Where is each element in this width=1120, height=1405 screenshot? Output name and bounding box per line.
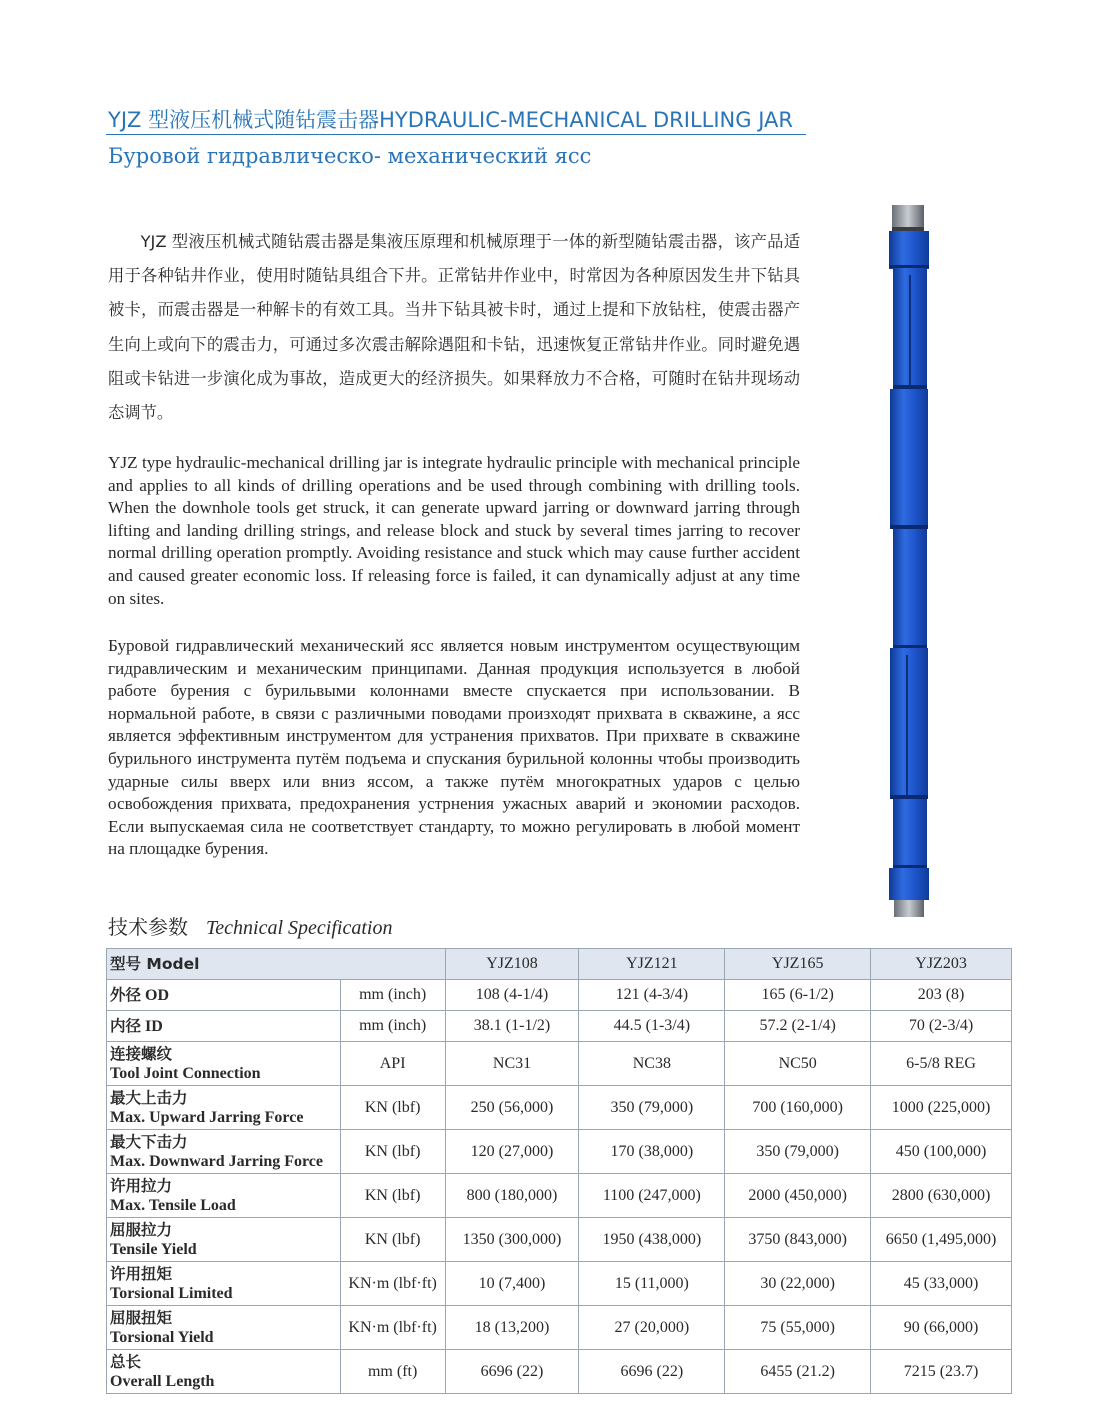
spec-row xyxy=(107,1042,1012,1086)
spec-value: 27 (20,000) xyxy=(579,1306,725,1350)
param-name-en: Torsional Yield xyxy=(110,1328,214,1346)
param-name xyxy=(107,1350,341,1394)
spec-heading xyxy=(108,911,392,940)
param-name-en: Max. Upward Jarring Force xyxy=(110,1108,304,1126)
param-name xyxy=(107,1042,341,1086)
description-chinese: YJZ 型液压机械式随钻震击器是集液压原理和机械原理于一体的新型随钻震击器，该产品适用于各种钻井作业，使用时随钻具组合下井。正常钻井作业中，时常因为各种原因发生井下钻具被卡，而震击器是一种解卡的有效工具。当井下钻具被卡时，通过上提和下放钻柱，使震击器产生向上或向下的震击力，可通过多次震击解除遇阻和卡钻，迅速恢复正常钻井作业。同时避免遇阻或卡钻进一步演化成为事故，造成更大的经济损失。如果释放力不合格，可随时在钻井现场动态调节。 xyxy=(108,232,800,423)
spec-value: 1350 (300,000) xyxy=(445,1218,579,1262)
spec-value: 6696 (22) xyxy=(445,1350,579,1394)
spec-value: 350 (79,000) xyxy=(579,1086,725,1130)
param-name-en: ID xyxy=(145,1017,163,1035)
param-name-en: Max. Downward Jarring Force xyxy=(110,1152,323,1170)
param-name-cn: 最大下击力 xyxy=(110,1132,188,1151)
spec-value: 2000 (450,000) xyxy=(725,1174,871,1218)
param-unit: KN·m (lbf·ft) xyxy=(340,1262,445,1306)
param-name-cn: 屈服拉力 xyxy=(110,1220,173,1239)
param-unit: KN (lbf) xyxy=(340,1174,445,1218)
spec-row xyxy=(107,1011,1012,1042)
spec-value: NC31 xyxy=(445,1042,579,1086)
spec-value: 165 (6-1/2) xyxy=(725,980,871,1011)
param-name-cn: 许用拉力 xyxy=(110,1176,173,1195)
param-name-cn: 外径 xyxy=(110,985,142,1004)
spec-value: 800 (180,000) xyxy=(445,1174,579,1218)
spec-value: 18 (13,200) xyxy=(445,1306,579,1350)
description-english: YJZ type hydraulic-mechanical drilling jar is integrate hydraulic principle with mechanical principle and applies to all kinds of drilling operations and be used through combining with drilling tools. When the downhole tools get struck, it can generate upward jarring or downward jarring through lifting and landing drilling strings, and release block and stuck by several times jarring to recover normal drilling operation promptly. Avoiding resistance and stuck which may cause further accident and caused greater economic loss. If releasing force is failed, it can dynamically adjust at any time on sites. xyxy=(108,453,800,608)
spec-value: 15 (11,000) xyxy=(579,1262,725,1306)
spec-row xyxy=(107,1350,1012,1394)
param-unit: KN (lbf) xyxy=(340,1130,445,1174)
spec-row xyxy=(107,1218,1012,1262)
spec-header-row xyxy=(107,949,1012,980)
spec-value: 120 (27,000) xyxy=(445,1130,579,1174)
param-name-en: OD xyxy=(145,986,170,1004)
spec-table xyxy=(106,948,1012,1394)
spec-row xyxy=(107,1262,1012,1306)
param-name xyxy=(107,1262,341,1306)
param-name xyxy=(107,1306,341,1350)
param-name-en: Tool Joint Connection xyxy=(110,1064,261,1082)
param-name xyxy=(107,1218,341,1262)
spec-value: 7215 (23.7) xyxy=(871,1350,1012,1394)
param-unit: KN (lbf) xyxy=(340,1218,445,1262)
param-name-en: Tensile Yield xyxy=(110,1240,197,1258)
spec-row xyxy=(107,1306,1012,1350)
param-name-cn: 许用扭矩 xyxy=(110,1264,173,1283)
param-name-cn: 最大上击力 xyxy=(110,1088,188,1107)
spec-heading-cn: 技术参数 xyxy=(108,915,188,939)
page-subtitle: Буровой гидравлическо- механический ясс xyxy=(108,144,592,168)
param-unit: mm (inch) xyxy=(340,980,445,1011)
spec-value: 6-5/8 REG xyxy=(871,1042,1012,1086)
model-name: YJZ108 xyxy=(445,949,579,980)
spec-value: 90 (66,000) xyxy=(871,1306,1012,1350)
model-label-text: 型号 Model xyxy=(110,954,200,973)
param-name xyxy=(107,1011,341,1042)
spec-value: 10 (7,400) xyxy=(445,1262,579,1306)
spec-value: NC50 xyxy=(725,1042,871,1086)
drilling-jar-illustration xyxy=(880,205,942,917)
spec-value: 450 (100,000) xyxy=(871,1130,1012,1174)
spec-value: NC38 xyxy=(579,1042,725,1086)
spec-value: 700 (160,000) xyxy=(725,1086,871,1130)
param-name-cn: 屈服扭矩 xyxy=(110,1308,173,1327)
spec-value: 2800 (630,000) xyxy=(871,1174,1012,1218)
spec-value: 3750 (843,000) xyxy=(725,1218,871,1262)
title-rule xyxy=(106,134,806,135)
spec-value: 6650 (1,495,000) xyxy=(871,1218,1012,1262)
spec-value: 44.5 (1-3/4) xyxy=(579,1011,725,1042)
page-title: YJZ 型液压机械式随钻震击器HYDRAULIC-MECHANICAL DRILLING JAR xyxy=(108,108,793,132)
model-name: YJZ121 xyxy=(579,949,725,980)
spec-value: 350 (79,000) xyxy=(725,1130,871,1174)
spec-value: 170 (38,000) xyxy=(579,1130,725,1174)
param-name-cn: 连接螺纹 xyxy=(110,1044,173,1063)
param-unit: KN·m (lbf·ft) xyxy=(340,1306,445,1350)
spec-row xyxy=(107,1086,1012,1130)
spec-value: 1000 (225,000) xyxy=(871,1086,1012,1130)
spec-row xyxy=(107,980,1012,1011)
spec-value: 70 (2-3/4) xyxy=(871,1011,1012,1042)
spec-value: 57.2 (2-1/4) xyxy=(725,1011,871,1042)
spec-value: 6455 (21.2) xyxy=(725,1350,871,1394)
param-name-cn: 内径 xyxy=(110,1016,142,1035)
model-name: YJZ165 xyxy=(725,949,871,980)
spec-row xyxy=(107,1130,1012,1174)
param-name-cn: 总长 xyxy=(110,1352,142,1371)
param-name-en: Max. Tensile Load xyxy=(110,1196,236,1214)
spec-value: 203 (8) xyxy=(871,980,1012,1011)
spec-value: 75 (55,000) xyxy=(725,1306,871,1350)
spec-value: 121 (4-3/4) xyxy=(579,980,725,1011)
param-name xyxy=(107,1130,341,1174)
param-name xyxy=(107,1174,341,1218)
model-label xyxy=(107,949,446,980)
model-name: YJZ203 xyxy=(871,949,1012,980)
param-name-en: Torsional Limited xyxy=(110,1284,233,1302)
param-name-en: Overall Length xyxy=(110,1372,215,1390)
spec-value: 30 (22,000) xyxy=(725,1262,871,1306)
param-unit: mm (inch) xyxy=(340,1011,445,1042)
spec-value: 1950 (438,000) xyxy=(579,1218,725,1262)
param-name xyxy=(107,980,341,1011)
spec-value: 250 (56,000) xyxy=(445,1086,579,1130)
spec-row xyxy=(107,1174,1012,1218)
param-unit: API xyxy=(340,1042,445,1086)
spec-value: 38.1 (1-1/2) xyxy=(445,1011,579,1042)
description-russian: Буровой гидравлический механический ясс является новым инструментом осуществующим гидравлическим и механическим принципами. Данная продукция используется в любой работе бурения с бурильвыми колоннами вместе спускается при использовании. В нормальной работе, в связи с различными поводами произходят прихвата в скважине, а ясс является эффективным инструментом для устранения прихватов. При прихвате в скважине бурильного инструмента путём подъема и спускания бурильной колонны чтобы производить ударные силы вверх или вниз яссом, а также путём многократных ударов с целью освобождения прихвата, предохранения устрнения ужасных аварий и экономии расходов. Если выпускаемая сила не соответствует стандарту, то можно регулировать в любой момент на площадке бурения. xyxy=(108,636,800,859)
spec-value: 1100 (247,000) xyxy=(579,1174,725,1218)
spec-heading-en: Technical Specification xyxy=(206,917,393,939)
param-unit: KN (lbf) xyxy=(340,1086,445,1130)
spec-value: 108 (4-1/4) xyxy=(445,980,579,1011)
spec-value: 6696 (22) xyxy=(579,1350,725,1394)
spec-value: 45 (33,000) xyxy=(871,1262,1012,1306)
param-name xyxy=(107,1086,341,1130)
param-unit: mm (ft) xyxy=(340,1350,445,1394)
